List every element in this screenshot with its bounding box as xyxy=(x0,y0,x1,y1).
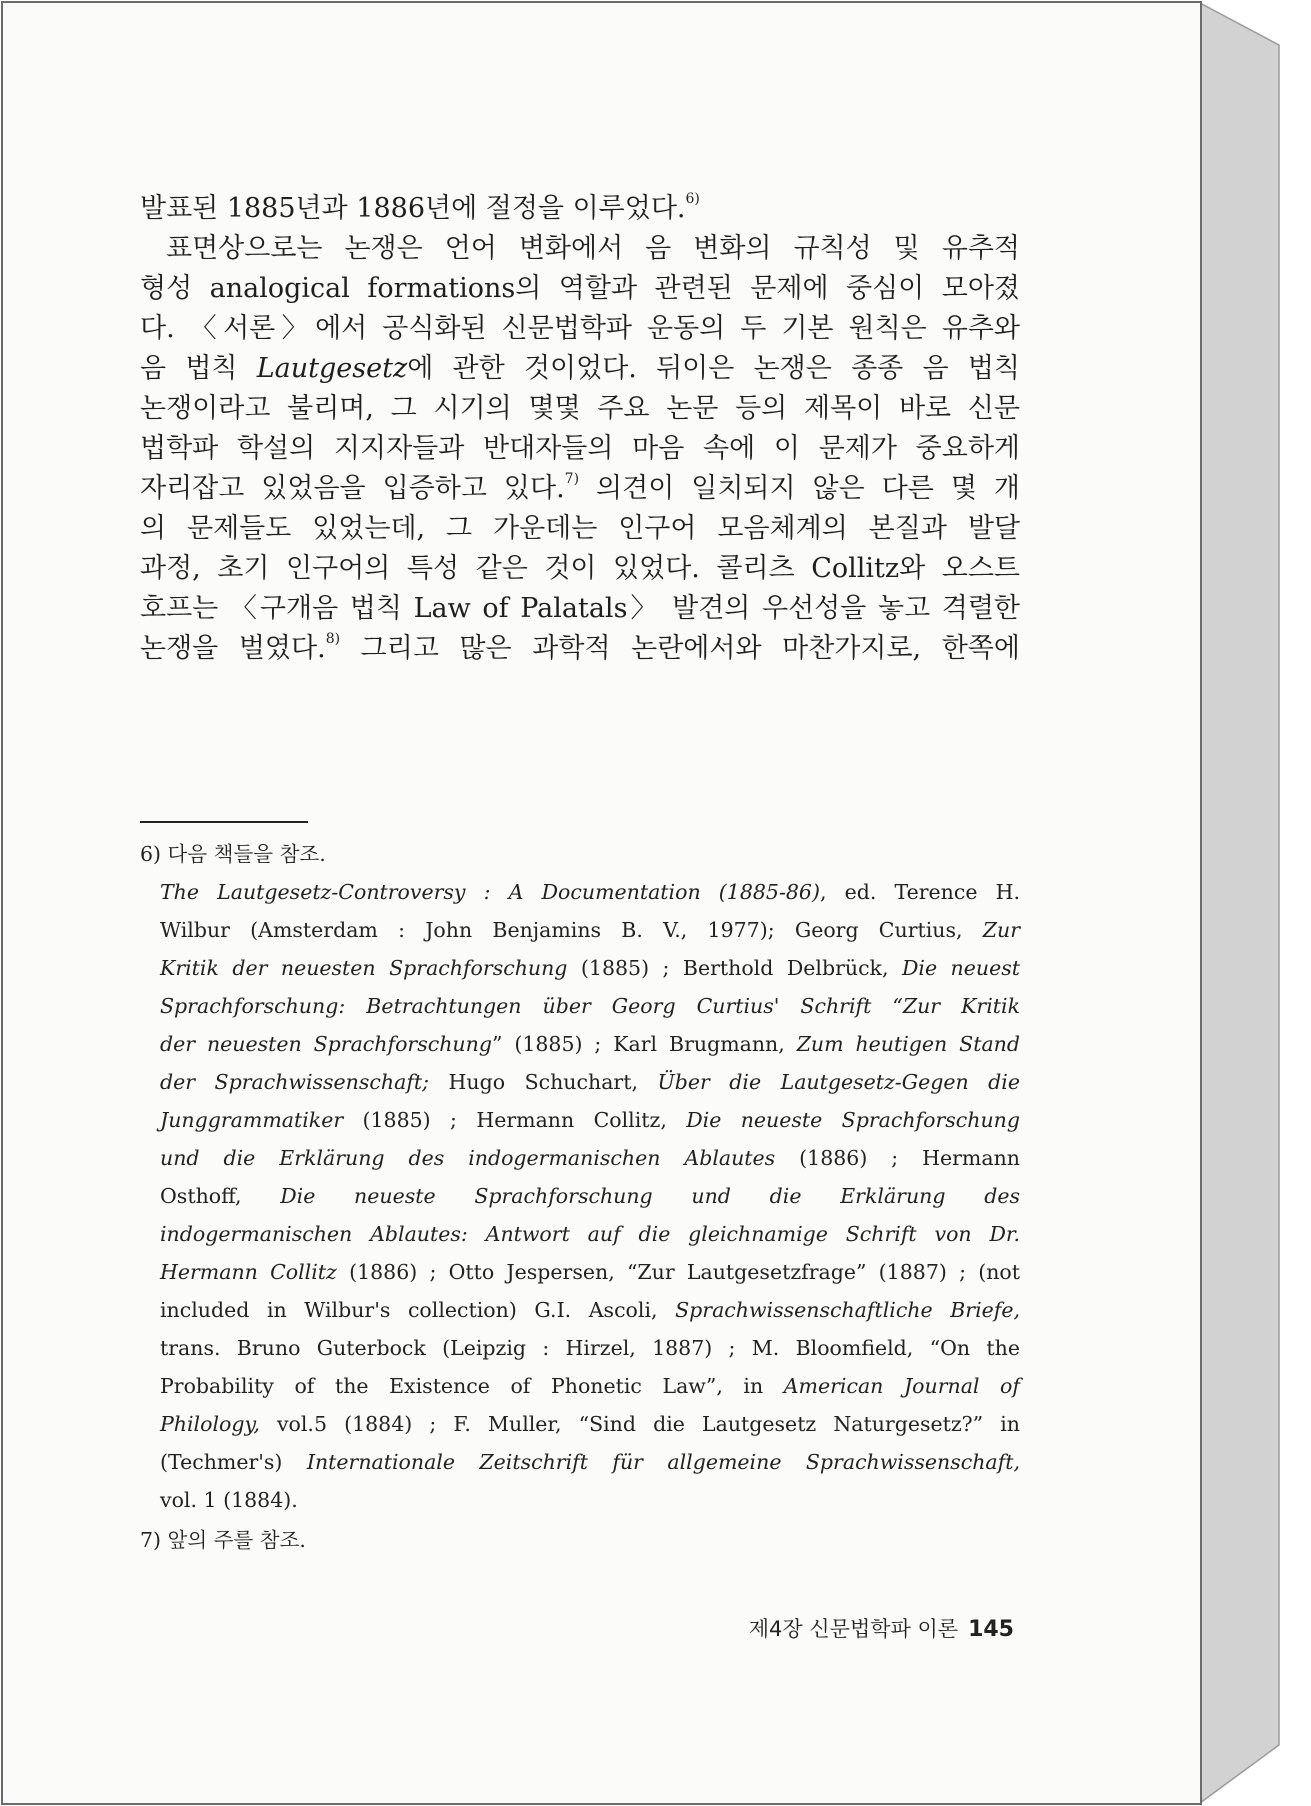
text-line-7: 법학파 학설의 지지자들과 반대자들의 마음 속에 이 문제가 중요하게 xyxy=(140,433,1020,464)
footnotes xyxy=(140,837,1020,1557)
footnote-6-line-11: Hermann Collitz (1886) ; Otto Jespersen, “Zur Lautgesetzfrage” (1887) ; (not xyxy=(160,1260,1020,1284)
footnote-6-line-14: Probability of the Existence of Phonetic Law”, in American Journal of xyxy=(160,1374,1020,1398)
text-line-10: 과정, 초기 인구어의 특성 같은 것이 있었다. 콜리츠 Collitz와 오스트 xyxy=(140,553,1020,584)
text-line-1: 발표된 1885년과 1886년에 절정을 이루었다.$^{6)}$ xyxy=(140,191,700,224)
footnote-6-line-7: Junggrammatiker (1885) ; Hermann Collitz, Die neueste Sprachforschung xyxy=(160,1108,1020,1132)
footnote-6-line-4: Sprachforschung: Betrachtungen über Georg Curtius' Schrift “Zur Kritik xyxy=(160,994,1020,1018)
text-line-8: 자리잡고 있었음을 입증하고 있다.$^{7)}$ 의견이 일치되지 않은 다른 몇 개 xyxy=(140,471,1020,504)
chapter-title: 제4장 신문법학파 이론 xyxy=(748,1617,959,1641)
footnote-6-line-1: The Lautgesetz-Controversy : A Documentation (1885-86), ed. Terence H. xyxy=(160,880,1020,904)
footnote-6-line-15: Philology, vol.5 (1884) ; F. Muller, “Sind die Lautgesetz Naturgesetz?” in xyxy=(160,1412,1020,1436)
footnote-6-line-8: und die Erklärung des indogermanischen Ablautes (1886) ; Hermann xyxy=(160,1146,1021,1170)
text-line-9: 의 문제들도 있었는데, 그 가운데는 인구어 모음체계의 본질과 발달 xyxy=(140,513,1020,544)
text-line-12: 논쟁을 벌였다.$^{8)}$ 그리고 많은 과학적 논란에서와 마찬가지로, 한쪽에 xyxy=(140,631,1020,664)
text-line-3: 형성 analogical formations의 역할과 관련된 문제에 중심이 모아졌 xyxy=(140,273,1020,304)
page-number: 145 xyxy=(968,1617,1014,1642)
page-surface xyxy=(3,3,1200,1803)
running-footer xyxy=(703,1609,1014,1649)
footnote-6-line-9: Osthoff, Die neueste Sprachforschung und die Erklärung des xyxy=(160,1184,1020,1208)
text-line-6: 논쟁이라고 불리며, 그 시기의 몇몇 주요 논문 등의 제목이 바로 신문 xyxy=(140,393,1020,424)
footnote-6-line-10: indogermanischen Ablautes: Antwort auf die gleichnamige Schrift von Dr. xyxy=(160,1222,1020,1246)
footnote-rule xyxy=(140,821,308,823)
footnote-6-line-5: der neuesten Sprachforschung” (1885) ; Karl Brugmann, Zum heutigen Stand xyxy=(160,1032,1020,1056)
text-line-4: 다. 〈서론〉에서 공식화된 신문법학파 운동의 두 기본 원칙은 유추와 xyxy=(140,313,1020,344)
footnote-6-line-3: Kritik der neuesten Sprachforschung (1885) ; Berthold Delbrück, Die neuest xyxy=(160,956,1020,980)
footnote-6-line-13: trans. Bruno Guterbock (Leipzig : Hirzel, 1887) ; M. Bloomfield, “On the xyxy=(160,1336,1020,1360)
footnote-7: 7) 앞의 주를 참조. xyxy=(140,1528,306,1552)
footnote-6-label: 6) 다음 책들을 참조. xyxy=(140,842,326,866)
footnote-6-line-17: vol. 1 (1884). xyxy=(160,1488,298,1512)
footnote-6-line-16: (Techmer's) Internationale Zeitschrift für allgemeine Sprachwissenschaft, xyxy=(160,1450,1020,1474)
footnote-6-line-12: included in Wilbur's collection) G.I. Ascoli, Sprachwissenschaftliche Briefe, xyxy=(160,1298,1020,1322)
text-line-11: 호프는 〈구개음 법칙 Law of Palatals〉 발견의 우선성을 놓고 격렬한 xyxy=(140,593,1020,624)
footnote-6-line-2: Wilbur (Amsterdam : John Benjamins B. V., 1977); Georg Curtius, Zur xyxy=(160,918,1020,942)
text-line-2: 표면상으로는 논쟁은 언어 변화에서 음 변화의 규칙성 및 유추적 xyxy=(166,233,1020,264)
footnote-6-line-6: der Sprachwissenschaft; Hugo Schuchart, Über die Lautgesetz-Gegen die xyxy=(160,1070,1020,1094)
text-line-5: 음 법칙 Lautgesetz에 관한 것이었다. 뒤이은 논쟁은 종종 음 법칙 xyxy=(140,353,1020,384)
